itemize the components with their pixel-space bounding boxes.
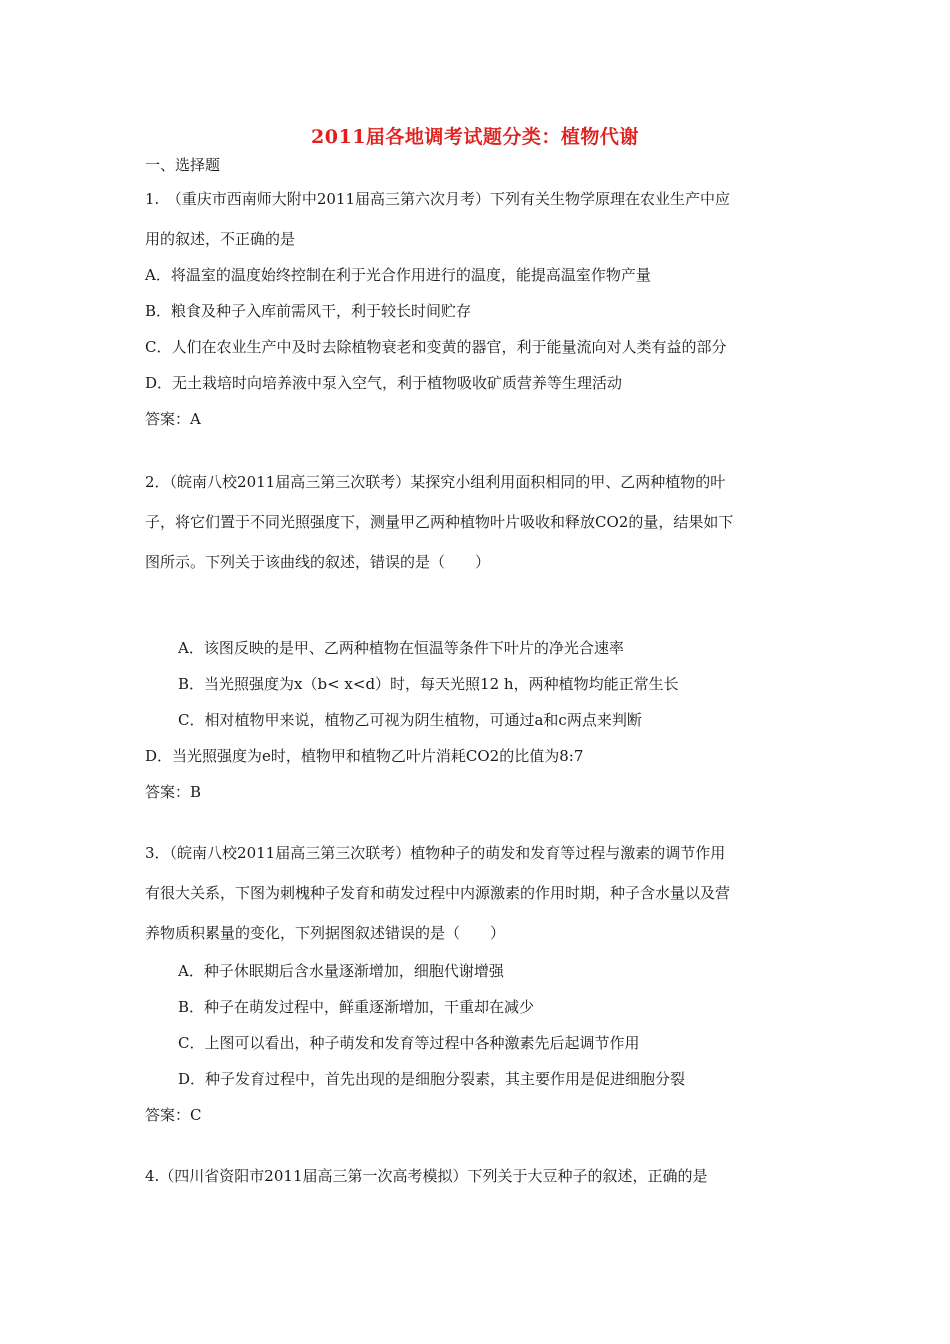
- q2-option-c: C．相对植物甲来说，植物乙可视为阴生植物，可通过a和c两点来判断: [178, 711, 642, 729]
- q2-option-b: B．当光照强度为x（b< x<d）时，每天光照12 h，两种植物均能正常生长: [178, 675, 679, 693]
- q1-stem-line-2: 用的叙述，不正确的是: [145, 230, 296, 248]
- q1-option-d: D．无土栽培时向培养液中泵入空气，利于植物吸收矿质营养等生理活动: [145, 374, 623, 392]
- q2-option-d: D．当光照强度为e时，植物甲和植物乙叶片消耗CO2的比值为8:7: [145, 747, 584, 765]
- q1-option-c: C．人们在农业生产中及时去除植物衰老和变黄的器官，利于能量流向对人类有益的部分: [145, 338, 727, 356]
- q1-option-a: A．将温室的温度始终控制在利于光合作用进行的温度，能提高温室作物产量: [145, 266, 651, 284]
- q4-stem-line-1: 4.（四川省资阳市2011届高三第一次高考模拟）下列关于大豆种子的叙述，正确的是: [145, 1167, 708, 1185]
- q2-stem-line-1: 2．（皖南八校2011届高三第三次联考）某探究小组利用面积相同的甲、乙两种植物的叶: [145, 473, 726, 491]
- q3-option-a: A．种子休眠期后含水量逐渐增加，细胞代谢增强: [178, 962, 504, 980]
- q1-stem-line-1: 1. （重庆市西南师大附中2011届高三第六次月考）下列有关生物学原理在农业生产中应: [145, 190, 730, 208]
- section-heading: 一、选择题: [145, 156, 221, 174]
- q1-answer: 答案：A: [145, 410, 201, 428]
- q2-stem-line-3: 图所示。下列关于该曲线的叙述，错误的是（ ）: [145, 553, 491, 571]
- q2-stem-line-2: 子，将它们置于不同光照强度下，测量甲乙两种植物叶片吸收和释放CO2的量，结果如下: [145, 513, 734, 531]
- q3-stem-line-2: 有很大关系，下图为刺槐种子发育和萌发过程中内源激素的作用时期，种子含水量以及营: [145, 884, 731, 902]
- q1-option-b: B．粮食及种子入库前需风干，利于较长时间贮存: [145, 302, 472, 320]
- q3-option-c: C．上图可以看出，种子萌发和发育等过程中各种激素先后起调节作用: [178, 1034, 640, 1052]
- q3-stem-line-3: 养物质积累量的变化，下列据图叙述错误的是（ ）: [145, 924, 506, 942]
- document-title: 2011届各地调考试题分类：植物代谢: [311, 126, 639, 148]
- q3-answer: 答案：C: [145, 1106, 202, 1124]
- q2-answer: 答案：B: [145, 783, 202, 801]
- q3-stem-line-1: 3．（皖南八校2011届高三第三次联考）植物种子的萌发和发育等过程与激素的调节作用: [145, 844, 726, 862]
- q3-option-b: B．种子在萌发过程中，鲜重逐渐增加，干重却在减少: [178, 998, 535, 1016]
- q2-option-a: A．该图反映的是甲、乙两种植物在恒温等条件下叶片的净光合速率: [178, 639, 624, 657]
- q3-option-d: D．种子发育过程中，首先出现的是细胞分裂素，其主要作用是促进细胞分裂: [178, 1070, 686, 1088]
